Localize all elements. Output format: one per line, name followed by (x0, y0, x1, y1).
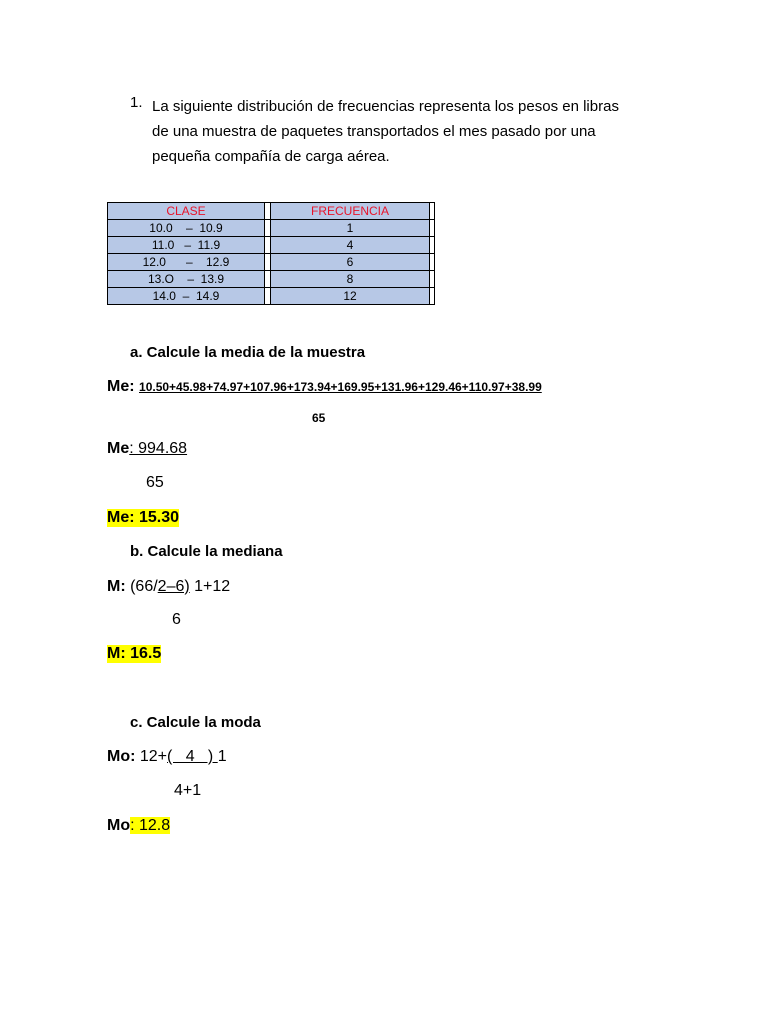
cell-frecuencia: 4 (271, 237, 430, 254)
table-header-row (108, 203, 435, 220)
median-post: 1+12 (189, 578, 231, 595)
cell-frecuencia: 1 (271, 220, 430, 237)
mode-pre: 12+ (135, 748, 168, 765)
table-row (108, 254, 435, 271)
part-c-heading: c. Calcule la moda (130, 714, 261, 731)
question-line-2: de una muestra de paquetes transportados el mes pasado por una (152, 123, 596, 140)
mean-total-value: : 994.68 (129, 440, 188, 457)
cell-clase: 10.0 – 10.9 (108, 220, 265, 237)
table-row (108, 220, 435, 237)
median-label: M: (107, 578, 126, 595)
mean-denominator: 65 (312, 411, 326, 425)
header-clase: CLASE (108, 203, 265, 220)
question-line-1: La siguiente distribución de frecuencias representa los pesos en libras (152, 98, 619, 115)
part-a-heading: a. Calcule la media de la muestra (130, 344, 366, 361)
mean-result: Me: 15.30 (107, 509, 180, 526)
mean-label: Me: (107, 378, 135, 395)
mode-underlined: ( 4 ) (167, 748, 218, 765)
mean-sum: 10.50+45.98+74.97+107.96+173.94+169.95+131.96+129.46+110.97+38.99 (139, 380, 542, 394)
mean-total-label: Me (107, 440, 130, 457)
mode-result-value: : 12.8 (130, 817, 171, 834)
median-result: M: 16.5 (107, 645, 162, 662)
table-row (108, 237, 435, 254)
median-pre: (66/ (125, 578, 158, 595)
mean-total-denominator: 65 (146, 474, 164, 491)
mode-formula-line (107, 748, 227, 766)
median-denominator: 6 (172, 611, 181, 628)
mode-denominator: 4+1 (174, 782, 202, 799)
mean-formula-line (107, 378, 542, 396)
median-formula-line (107, 578, 230, 596)
mode-post: 1 (217, 748, 227, 765)
question-line-3: pequeña compañía de carga aérea. (152, 148, 390, 165)
table-row (108, 288, 435, 305)
median-underlined: 2–6) (157, 578, 190, 595)
cell-clase: 11.0 – 11.9 (108, 237, 265, 254)
mean-total-line (107, 440, 187, 458)
header-frecuencia: FRECUENCIA (271, 203, 430, 220)
mode-result-label: Mo (107, 817, 131, 834)
frequency-table (107, 202, 435, 305)
table-pad (430, 203, 435, 220)
mode-label: Mo: (107, 748, 136, 765)
question-number: 1. (130, 94, 143, 111)
mode-result-line (107, 817, 170, 835)
part-b-heading: b. Calcule la mediana (130, 543, 283, 560)
table-row (108, 271, 435, 288)
cell-frecuencia: 12 (271, 288, 430, 305)
cell-clase: 12.0 – 12.9 (108, 254, 265, 271)
cell-clase: 13.O – 13.9 (108, 271, 265, 288)
cell-frecuencia: 6 (271, 254, 430, 271)
question-text (152, 94, 619, 169)
cell-clase: 14.0 – 14.9 (108, 288, 265, 305)
cell-frecuencia: 8 (271, 271, 430, 288)
